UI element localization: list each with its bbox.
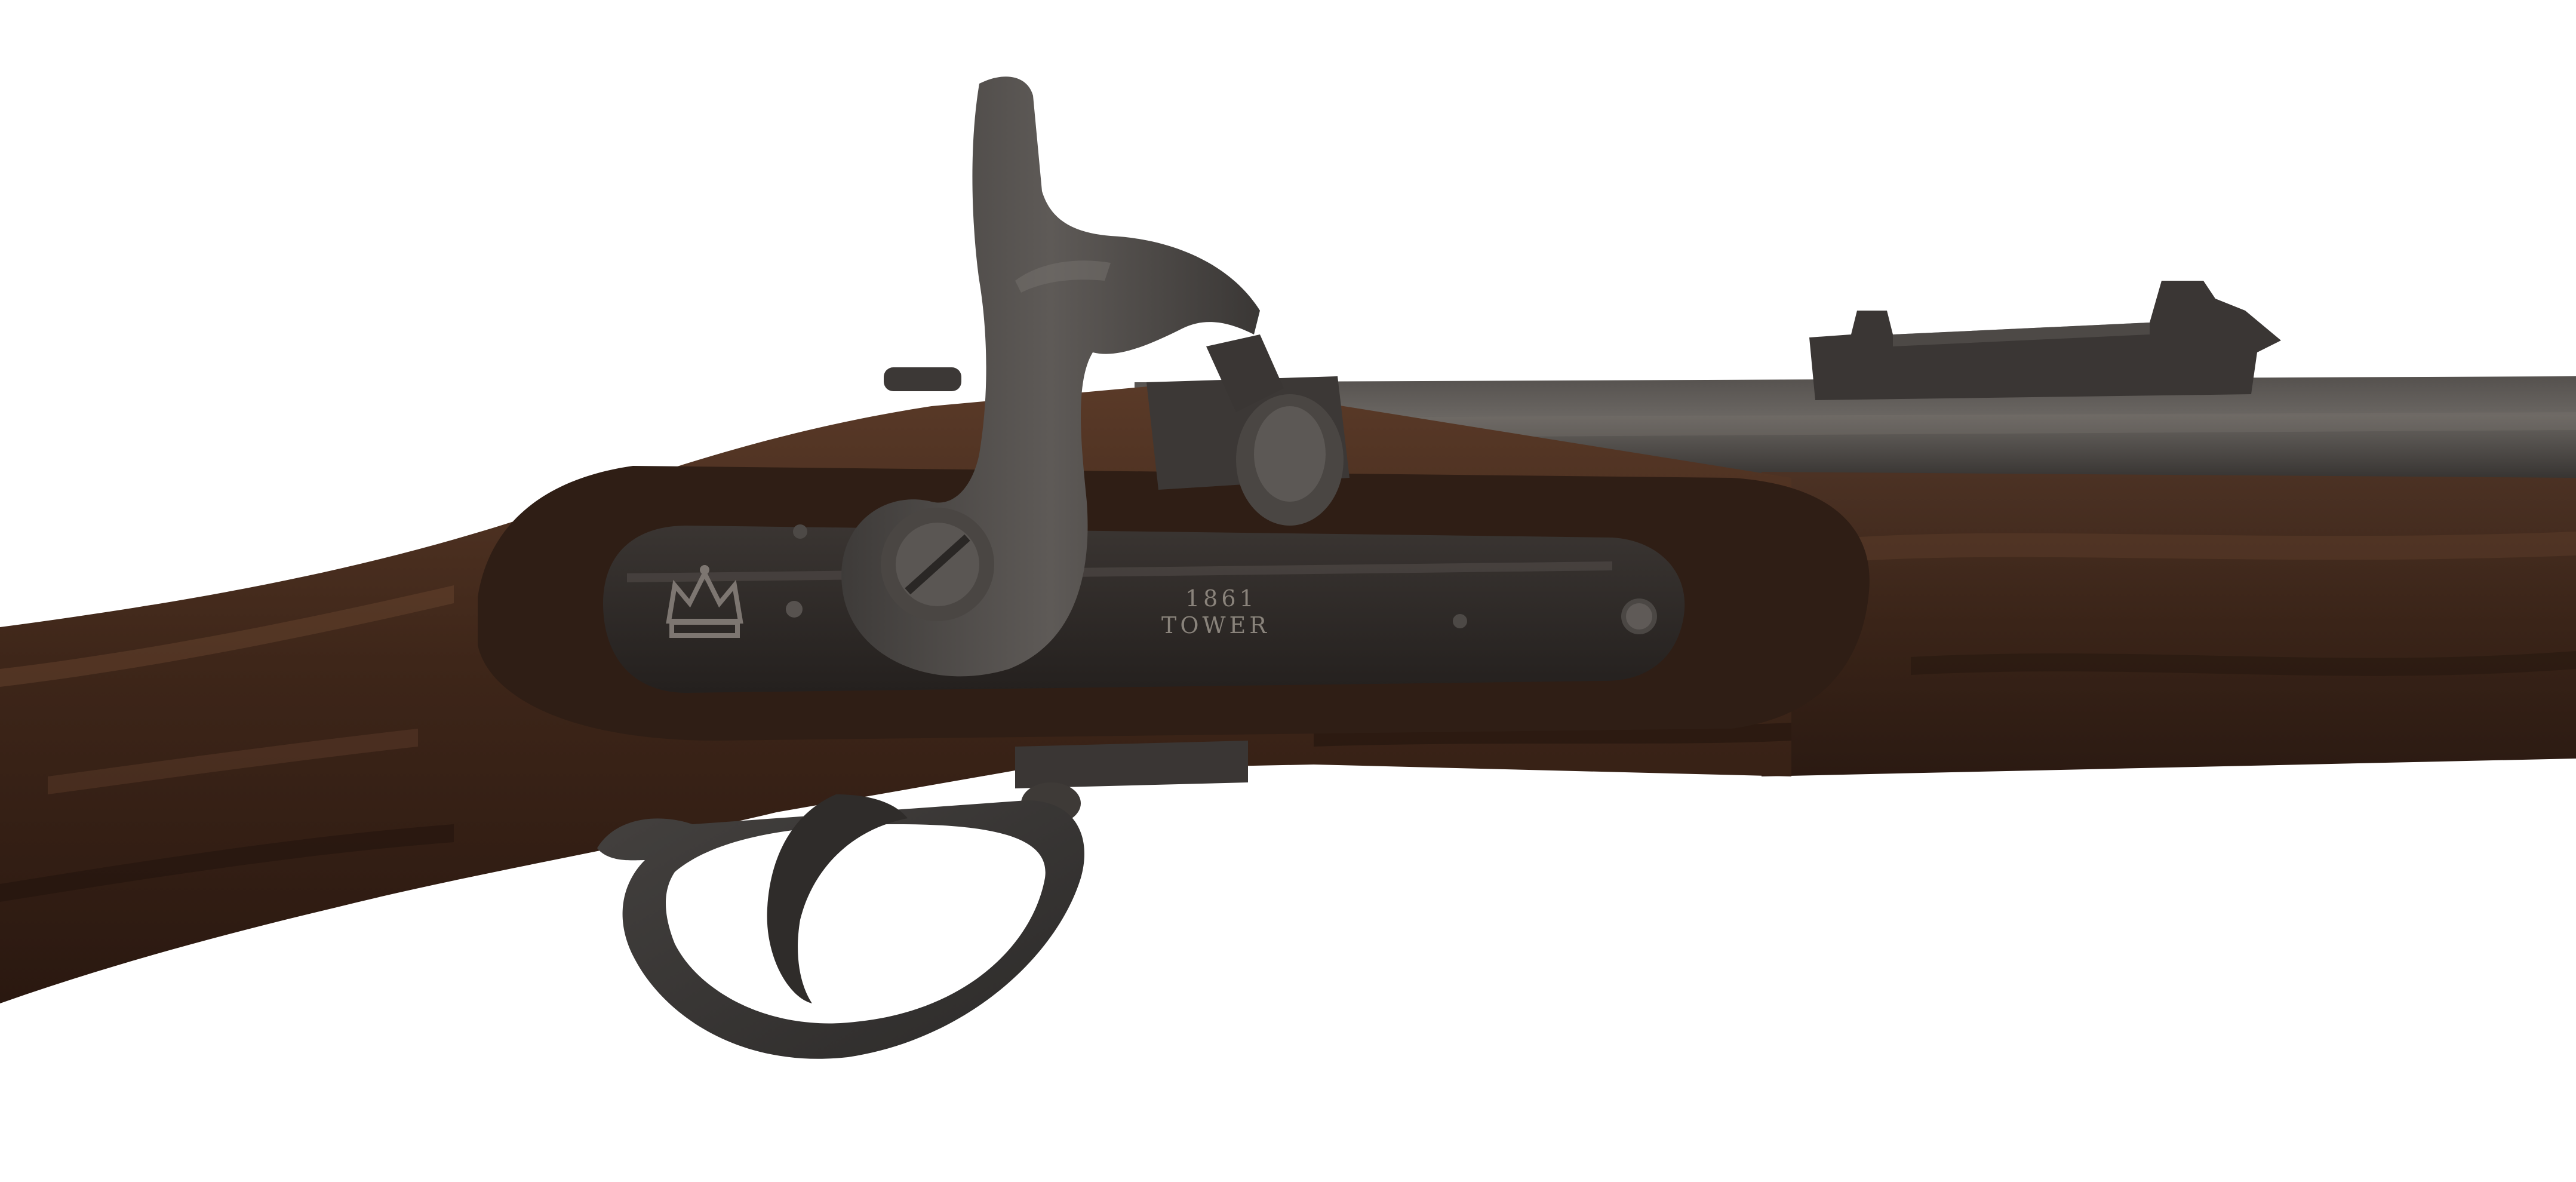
rear-sight [1809, 281, 2281, 400]
forestock [1762, 472, 2576, 776]
lockplate-maker-stamp: TOWER [1161, 612, 1270, 638]
tang-screw [884, 367, 961, 391]
lock-plate [603, 524, 1684, 693]
lockplate-year-stamp: 1861 [1185, 585, 1258, 612]
